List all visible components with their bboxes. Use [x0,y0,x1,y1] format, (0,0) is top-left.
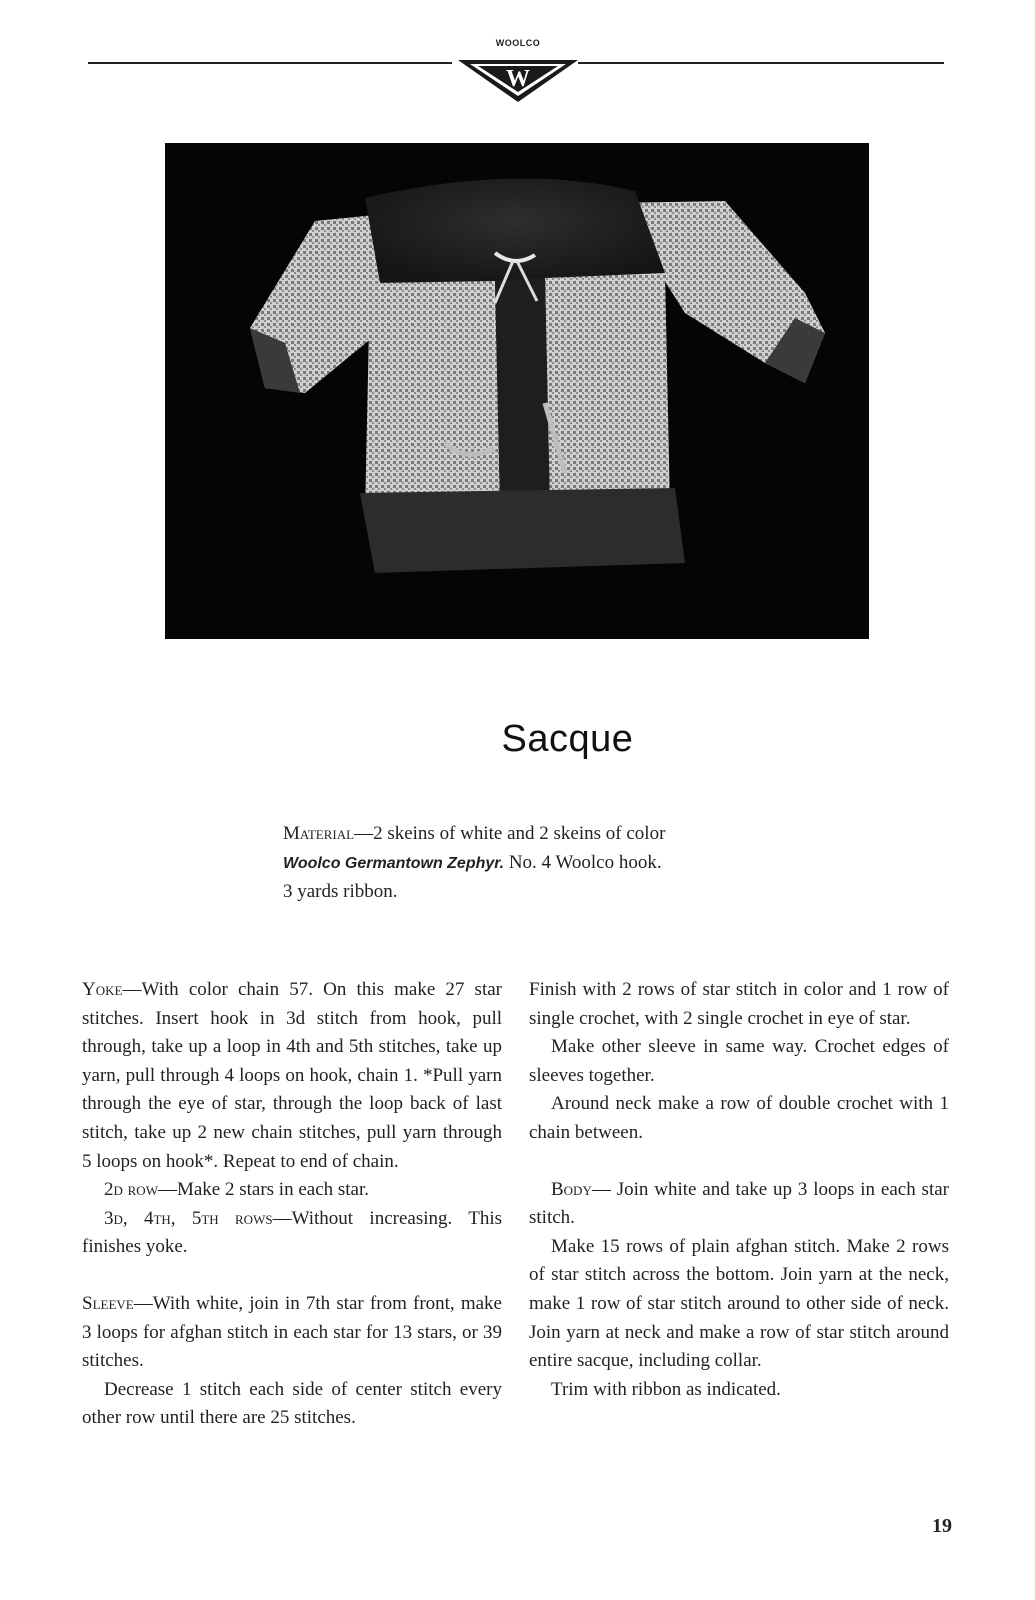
yoke-paragraph [82,976,502,1176]
page-number: 19 [932,1515,952,1537]
sacque-photo [165,143,869,639]
trim-paragraph: Trim with ribbon as indicated. [551,1378,781,1400]
woolco-logo-icon [456,52,580,104]
other-sleeve-paragraph: Make other sleeve in same way. Crochet edges of sleeves together. [529,1036,949,1086]
body-paragraph [529,1176,949,1233]
row2-paragraph [82,1176,502,1205]
row2-label: 2d row [104,1179,158,1201]
material-line-3: 3 yards ribbon. [283,881,398,902]
yoke-text: —With color chain 57. On this make 27 star stitches. Insert hook in 3d stitch from hook, pull through, take up a loop in 4th and 5th stitches, take up yarn, pull through 4 loops on hook, chain 1. *Pull yarn through the eye of star, through the loop back of last stitch, take up 2 new chain stitches, pull yarn through 5 loops on hook*. Repeat to end of chain. [82,979,502,1172]
body-text: — Join white and take up 3 loops in each star stitch. [529,1178,949,1229]
decrease-paragraph: Decrease 1 stitch each side of center stitch every other row until there are 25 stitches. [82,1378,502,1429]
header-rule-left [88,62,452,64]
material-text: —2 skeins of white and 2 skeins of color [354,823,666,844]
neck-paragraph: Around neck make a row of double crochet with 1 chain between. [529,1093,949,1143]
row2-text: —Make 2 stars in each star. [157,1179,370,1201]
material-yarn: Woolco Germantown Zephyr. [283,854,505,872]
brand-wordmark: WOOLCO [495,38,541,48]
row345-text: —Without increasing. This finishes yoke. [82,1207,502,1258]
instructions-left-column [82,976,502,1433]
material-hook: No. 4 Woolco hook. [504,851,662,873]
row345-paragraph [82,1205,502,1262]
logo-monogram: W [506,66,530,92]
body-label: Body [551,1178,592,1200]
material-line-1 [283,820,763,849]
instructions-right-column [529,976,949,1404]
finish-paragraph: Finish with 2 rows of star stitch in color and 1 row of single crochet, with 2 single crochet in eye of star. [529,979,949,1029]
header-rule-right [578,62,944,64]
rows15-paragraph: Make 15 rows of plain afghan stitch. Make 2 rows of star stitch across the bottom. Join yarn at the neck, make 1 row of star stitch around to other side of neck. Join yarn at neck and make a row of star stitch around entire sacque, including collar. [529,1235,949,1372]
sleeve-label: Sleeve [82,1292,134,1314]
sleeve-text: —With white, join in 7th star from front, make 3 loops for afghan stitch in each star for 13 stars, or 39 stitches. [82,1292,502,1372]
material-line-2 [283,849,763,879]
row345-label: 3d, 4th, 5th rows [104,1207,273,1229]
sacque-illustration [165,143,869,639]
yoke-label: Yoke [82,979,123,1000]
material-label: Material [283,823,355,844]
material-block [283,820,763,907]
page-title: Sacque [501,718,634,760]
sleeve-paragraph [82,1290,502,1376]
